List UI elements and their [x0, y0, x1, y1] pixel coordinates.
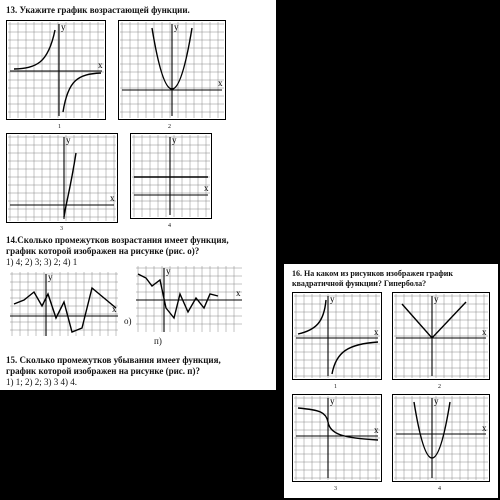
x-axis-label: x: [98, 60, 103, 70]
q16-line1: 16. На каком из рисунков изображен график: [292, 269, 453, 278]
hyperbola-branch-right: [332, 342, 378, 374]
y-axis-label: y: [61, 22, 66, 32]
y-axis-label: y: [166, 266, 171, 276]
x-axis-label: x: [374, 425, 379, 435]
q14-line2: график которой изображен на рисунке (рис. о)?: [6, 246, 200, 256]
label-p: п): [154, 336, 162, 346]
x-axis-label: x: [482, 423, 487, 433]
q14-graph-p: [134, 264, 244, 334]
q14-line1: 14.Сколько промежутков возрастания имеет функция,: [6, 235, 229, 245]
q13-graph-3: [6, 133, 118, 223]
left-page: [0, 0, 276, 390]
q15-options: 1) 1; 2) 2; 3) 3 4) 4.: [6, 377, 77, 387]
y-axis-label: y: [434, 396, 439, 406]
fig-num-3: 3: [60, 226, 63, 232]
grid: [8, 22, 104, 118]
function-graph-o: [14, 288, 116, 332]
fig-num-4: 4: [168, 223, 171, 229]
fig-num-1: 1: [58, 124, 61, 130]
q13-title: 13. Укажите график возрастающей функции.: [6, 5, 190, 15]
q15-line2: график которой изображен на рисунке (рис. п)?: [6, 366, 200, 376]
x-axis-label: x: [236, 288, 241, 298]
q14-options: 1) 4; 2) 3; 3) 2; 4) 1: [6, 257, 78, 267]
decreasing-curve: [298, 408, 378, 440]
right-page: [284, 264, 498, 498]
x-axis-label: x: [218, 78, 223, 88]
y-axis-label: y: [66, 135, 71, 145]
fig-num-2: 2: [168, 124, 171, 130]
y-axis-label: y: [330, 396, 335, 406]
q13-graph-1: [6, 20, 106, 120]
fig-num-2: 2: [438, 384, 441, 390]
q16-graph-4: [392, 394, 490, 482]
x-axis-label: x: [482, 327, 487, 337]
fig-num-3: 3: [334, 486, 337, 492]
q14-graph-o: [8, 270, 120, 338]
x-axis-label: x: [110, 193, 115, 203]
x-axis-label: x: [204, 183, 209, 193]
y-axis-label: y: [330, 294, 335, 304]
fig-num-4: 4: [438, 486, 441, 492]
q13-graph-2: [118, 20, 226, 120]
y-axis-label: y: [172, 135, 177, 145]
x-axis-label: x: [112, 304, 117, 314]
hyperbola-branch-left: [14, 30, 55, 69]
fig-num-1: 1: [334, 384, 337, 390]
q16-line2: квадратичной функции? Гипербола?: [292, 279, 427, 288]
y-axis-label: y: [48, 272, 53, 282]
q13-graph-4: [130, 133, 212, 219]
y-axis-label: y: [434, 294, 439, 304]
q16-graph-3: [292, 394, 382, 482]
y-axis-label: y: [174, 22, 179, 32]
x-axis-label: x: [374, 327, 379, 337]
label-o: о): [124, 316, 132, 326]
q16-graph-2: [392, 292, 490, 380]
q16-graph-1: [292, 292, 382, 380]
q15-line1: 15. Сколько промежутков убывания имеет функция,: [6, 355, 221, 365]
